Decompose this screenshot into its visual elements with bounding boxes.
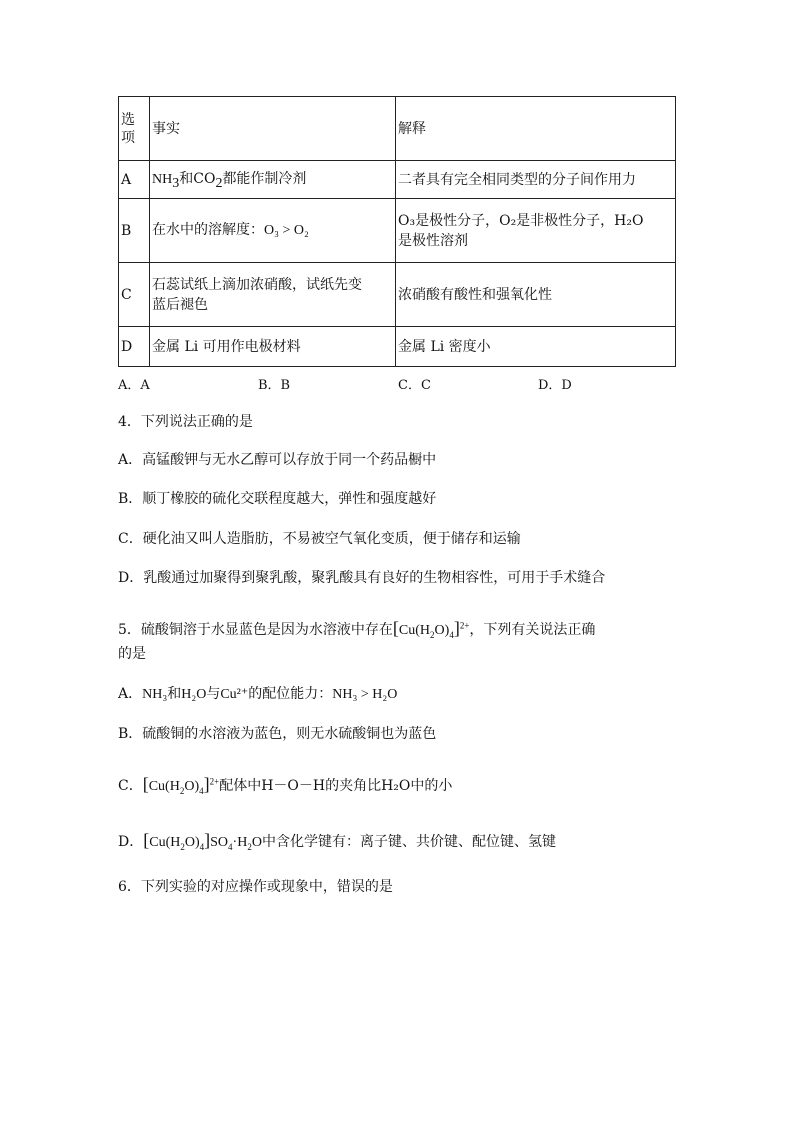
row-fact: 金属 Li 可用作电极材料 xyxy=(150,327,396,367)
header-option: 选 项 xyxy=(119,97,150,161)
header-fact: 事实 xyxy=(150,97,396,161)
option-b[interactable]: B．B xyxy=(258,378,291,393)
q5-option-a[interactable]: A．NH₃和H₂O与Cu²⁺的配位能力：NH₃ > H₂O xyxy=(118,686,398,702)
table-row-b xyxy=(119,199,676,263)
table-row-d xyxy=(119,327,676,367)
table-row-c xyxy=(119,263,676,327)
table-header-row xyxy=(119,97,676,161)
row-fact: $NH_3$和$CO_2$都能作制冷剂 xyxy=(150,161,396,199)
q4-stem: 4．下列说法正确的是 xyxy=(118,414,253,430)
row-explanation: 浓硝酸有酸性和强氧化性 xyxy=(396,263,676,327)
option-c[interactable]: C．C xyxy=(398,378,431,393)
q4-option-b[interactable]: B．顺丁橡胶的硫化交联程度越大，弹性和强度越好 xyxy=(118,491,437,507)
q5-stem-line2: 的是 xyxy=(118,646,146,662)
complex-ion-formula: $[Cu(H_2O)_4]^{2+}$ xyxy=(392,618,470,640)
option-a[interactable]: A．A xyxy=(118,378,150,393)
row-label: C xyxy=(119,263,150,327)
q4-option-a[interactable]: A．高锰酸钾与无水乙醇可以存放于同一个药品橱中 xyxy=(118,452,437,468)
row-label: D xyxy=(119,327,150,367)
row-explanation: 二者具有完全相同类型的分子间作用力 xyxy=(396,161,676,199)
table-row-a xyxy=(119,161,676,199)
complex-ion-formula: $[Cu(H_2O)_4]^{2+}$ xyxy=(142,774,220,796)
row-explanation: 金属 Li 密度小 xyxy=(396,327,676,367)
q5-option-d[interactable]: D．$[Cu(H_2O)_4]SO_4\cdot H_2O$中含化学键有：离子键、共价键、配位键、氢键 xyxy=(118,830,556,852)
question-3-table xyxy=(118,96,676,367)
q5-option-c[interactable]: C．$[Cu(H_2O)_4]^{2+}$配体中H－O－H的夹角比H₂O中的小 xyxy=(118,774,453,796)
row-explanation: O₃是极性分子，O₂是非极性分子，H₂O 是极性溶剂 xyxy=(396,199,676,263)
row-fact: 在水中的溶解度：O₃ > O₂ xyxy=(150,199,396,263)
option-d[interactable]: D．D xyxy=(538,378,572,393)
row-fact: 石蕊试纸上滴加浓硝酸，试纸先变 蓝后褪色 xyxy=(150,263,396,327)
complex-salt-formula: $[Cu(H_2O)_4]SO_4\cdot H_2O$ xyxy=(143,830,262,852)
header-explanation: 解释 xyxy=(396,97,676,161)
q5-stem: 5．硫酸铜溶于水显蓝色是因为水溶液中存在$[Cu(H_2O)_4]^{2+}$，下列有关说法正确 xyxy=(118,618,596,640)
row-label: A xyxy=(119,161,150,199)
row-label: B xyxy=(119,199,150,263)
q6-stem: 6．下列实验的对应操作或现象中，错误的是 xyxy=(118,879,393,895)
formula-o3-o2: O₃ > O₂ xyxy=(264,223,309,238)
q4-option-c[interactable]: C．硬化油又叫人造脂肪，不易被空气氧化变质，便于储存和运输 xyxy=(118,531,521,547)
q5-option-b[interactable]: B．硫酸铜的水溶液为蓝色，则无水硫酸铜也为蓝色 xyxy=(118,726,437,742)
q4-option-d[interactable]: D．乳酸通过加聚得到聚乳酸，聚乳酸具有良好的生物相容性，可用于手术缝合 xyxy=(118,570,606,586)
